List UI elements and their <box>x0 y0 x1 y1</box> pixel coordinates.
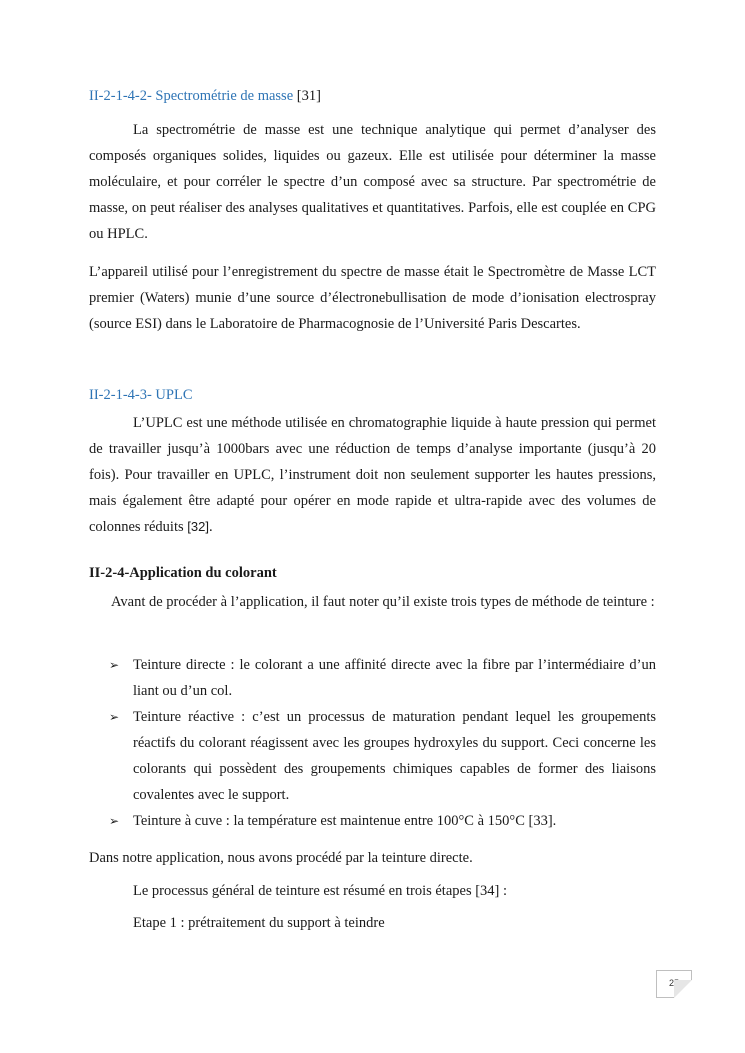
dyeing-methods-list <box>109 652 656 834</box>
paragraph-mass-spectrometry-definition: La spectrométrie de masse est une technique analytique qui permet d’analyser des composés organiques solides, liquides ou gazeux. Elle est utilisée pour déterminer la masse moléculaire, et pour corréler le spectre d’un composé avec sa structure. Par spectrométrie de masse, on peut réaliser des analyses qualitatives et quantitatives. Parfois, elle est couplée en CPG ou HPLC. <box>89 122 656 242</box>
uplc-reference: [32] <box>187 519 209 534</box>
uplc-text: L’UPLC est une méthode utilisée en chromatographie liquide à haute pression qui permet de travailler jusqu’à 1000bars avec une réduction de temps d’analyse importante (jusqu’à 20 fois). Pour travailler en UPLC, l’instrument doit non seulement supporter les hautes pressions, mais également être adapté pour opérer en mode rapide et ultra-rapide avec des volumes de colonnes réduits <box>89 415 656 535</box>
list-item-text: Teinture réactive : c’est un processus de maturation pendant lequel les groupements réactifs du colorant réagissent avec les groupes hydroxyles du support. Ceci concerne les colorants qui possèdent des groupements chimiques capables de former des liaisons covalentes avec le support. <box>133 709 656 803</box>
application-direct-dyeing-line: Dans notre application, nous avons procédé par la teinture directe. <box>89 850 473 866</box>
paragraph-application-intro: Avant de procéder à l’application, il faut noter qu’il existe trois types de méthode de teinture : <box>111 594 655 610</box>
list-item <box>109 808 656 834</box>
uplc-end: . <box>208 519 213 535</box>
list-item-text: Teinture à cuve : la température est maintenue entre 100°C à 150°C [33]. <box>133 813 557 829</box>
page-number: 25 <box>656 970 692 998</box>
list-item-text: Teinture directe : le colorant a une affinité directe avec la fibre par l’intermédiaire d’un liant ou d’un col. <box>133 657 656 699</box>
process-summary-line: Le processus général de teinture est résumé en trois étapes [34] : <box>133 883 508 899</box>
arrow-bullet-icon: ➢ <box>109 814 120 828</box>
paragraph-mass-spectrometry-apparatus: L’appareil utilisé pour l’enregistrement du spectre de masse était le Spectromètre de Masse LCT premier (Waters) munie d’une source d’électronebullisation de mode d’ionisation electrospray (source ESI) dans le Laboratoire de Pharmacognosie de l’Université Paris Descartes. <box>89 264 656 332</box>
paragraph-uplc <box>89 410 656 540</box>
list-item <box>109 652 656 704</box>
list-item <box>109 704 656 808</box>
heading-reference: [31] <box>293 88 321 104</box>
section-heading-uplc: II-2-1-4-3- UPLC <box>89 387 193 403</box>
heading-text: II-2-1-4-2- Spectrométrie de masse <box>89 88 294 104</box>
step-1-line: Etape 1 : prétraitement du support à teindre <box>133 915 385 931</box>
arrow-bullet-icon: ➢ <box>109 710 120 724</box>
arrow-bullet-icon: ➢ <box>109 658 120 672</box>
section-heading-application: II-2-4-Application du colorant <box>89 565 277 581</box>
section-heading-mass-spectrometry <box>89 88 321 105</box>
